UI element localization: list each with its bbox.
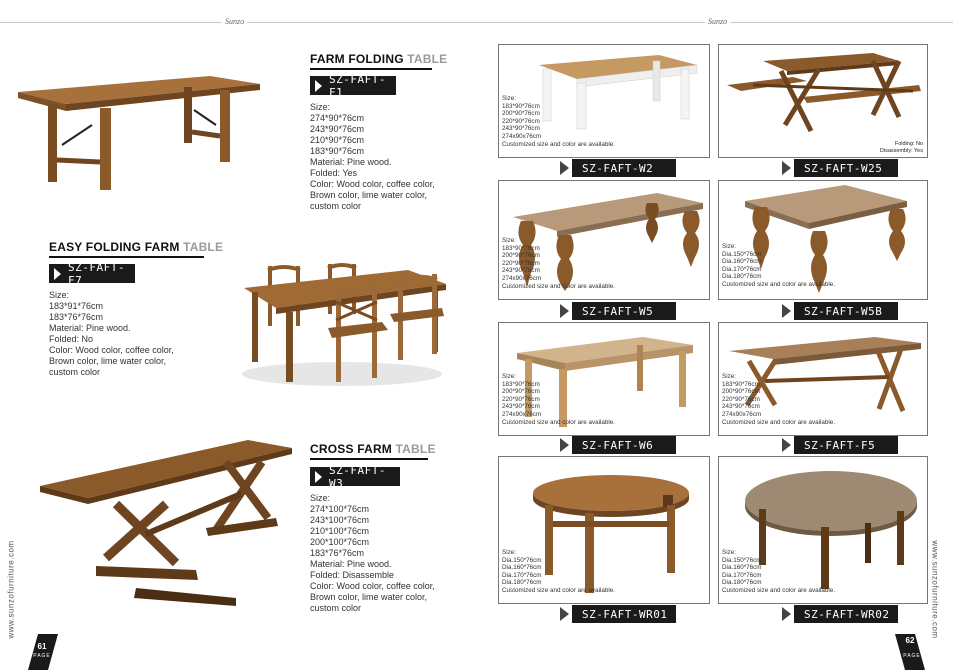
easy-folding-table-chairs-image <box>232 262 447 390</box>
arrow-icon <box>315 471 322 483</box>
w2-specs: Size: 183*90*76cm 200*90*76cm 220*90*76cm 243*90*76cm 274x90x76cm Customized size and color are available. <box>502 95 616 148</box>
arrow-icon <box>560 438 569 452</box>
product-card-w5 <box>498 180 710 300</box>
website-right: www.sunzofurniture.com <box>930 540 940 639</box>
easy-folding-title: EASY FOLDING FARM TABLE <box>49 240 224 254</box>
brand-logo-right: Sunzo <box>705 16 730 28</box>
w25-note: Folding: No Disassembly: Yes <box>879 141 923 154</box>
product-card-w25 <box>718 44 928 158</box>
cross-farm-specs: Size: 274*100*76cm 243*100*76cm 210*100*76cm 200*100*76cm 183*76*76cm Material: Pine wood. Folded: Disassemble Color: Wood color, coffee color, Brown color, lime water color, custom color <box>310 493 435 613</box>
cross-farm-table-image <box>36 438 294 610</box>
cross-farm-rule <box>310 458 428 460</box>
product-card-wr02 <box>718 456 928 604</box>
product-label-w25: SZ-FAFT-W25 <box>782 159 898 177</box>
arrow-icon <box>782 304 791 318</box>
product-label-wr02: SZ-FAFT-WR02 <box>782 605 898 623</box>
page-number-right: 62 <box>905 636 915 645</box>
cross-farm-title: CROSS FARM TABLE <box>310 442 436 456</box>
page-word-right: PAGE <box>903 653 921 659</box>
product-card-f5 <box>718 322 928 436</box>
page-word-left: PAGE <box>33 653 51 659</box>
farm-folding-title: FARM FOLDING TABLE <box>310 52 448 66</box>
arrow-icon <box>782 438 791 452</box>
top-rule <box>0 22 953 23</box>
w6-specs: Size: 183*90*76cm 200*90*76cm 220*90*76cm 243*90*76cm 274x90x76cm Customized size and color are available. <box>502 373 616 426</box>
picnic-table-w25-image <box>723 51 923 141</box>
arrow-icon <box>315 80 322 92</box>
w5-specs: Size: 183*90*76cm 200*90*76cm 220*90*76cm 243*90*76cm 274x90x76cm Customized size and color are available. <box>502 237 616 290</box>
arrow-icon <box>560 161 569 175</box>
product-label-wr01: SZ-FAFT-WR01 <box>560 605 676 623</box>
f5-specs: Size: 183*90*76cm 200*90*76cm 220*90*76cm 243*90*76cm 274x90x76cm Customized size and color are available. <box>722 373 836 426</box>
brand-logo-left: Sunzo <box>222 16 247 28</box>
product-label-w5: SZ-FAFT-W5 <box>560 302 676 320</box>
arrow-icon <box>782 161 791 175</box>
arrow-icon <box>560 304 569 318</box>
product-card-wr01 <box>498 456 710 604</box>
product-label-w5b: SZ-FAFT-W5B <box>782 302 898 320</box>
farm-folding-code: SZ-FAFT-F1 <box>310 76 396 95</box>
product-card-w6 <box>498 322 710 436</box>
page-number-left: 61 <box>37 642 47 651</box>
cross-farm-code: SZ-FAFT-W3 <box>310 467 400 486</box>
arrow-icon <box>782 607 791 621</box>
w5b-specs: Size: Dia.150*76cm Dia.160*76cm Dia.170*76cm Dia.180*76cm Customized size and color are available. <box>722 243 836 288</box>
farm-folding-specs: Size: 274*90*76cm 243*90*76cm 210*90*76cm 183*90*76cm Material: Pine wood. Folded: Yes Color: Wood color, coffee color, Brown color, lime water color, custom color <box>310 102 435 211</box>
easy-folding-specs: Size: 183*91*76cm 183*76*76cm Material: Pine wood. Folded: No Color: Wood color, coffee color, Brown color, lime water color, custom color <box>49 290 174 377</box>
easy-folding-rule <box>49 256 204 258</box>
product-label-w6: SZ-FAFT-W6 <box>560 436 676 454</box>
product-label-w2: SZ-FAFT-W2 <box>560 159 676 177</box>
product-card-w2 <box>498 44 710 158</box>
farm-folding-table-image <box>14 70 264 190</box>
easy-folding-code: SZ-FAFT-F7 <box>49 264 135 283</box>
wr01-specs: Size: Dia.150*76cm Dia.160*76cm Dia.170*76cm Dia.180*76cm Customized size and color are available. <box>502 549 616 594</box>
wr02-specs: Size: Dia.150*76cm Dia.160*76cm Dia.170*76cm Dia.180*76cm Customized size and color are available. <box>722 549 836 594</box>
website-left: www.sunzofurniture.com <box>6 540 16 639</box>
arrow-icon <box>54 268 61 280</box>
product-label-f5: SZ-FAFT-F5 <box>782 436 898 454</box>
page-tab-left-shape <box>28 634 58 670</box>
arrow-icon <box>560 607 569 621</box>
product-card-w5b <box>718 180 928 300</box>
farm-folding-rule <box>310 68 432 70</box>
